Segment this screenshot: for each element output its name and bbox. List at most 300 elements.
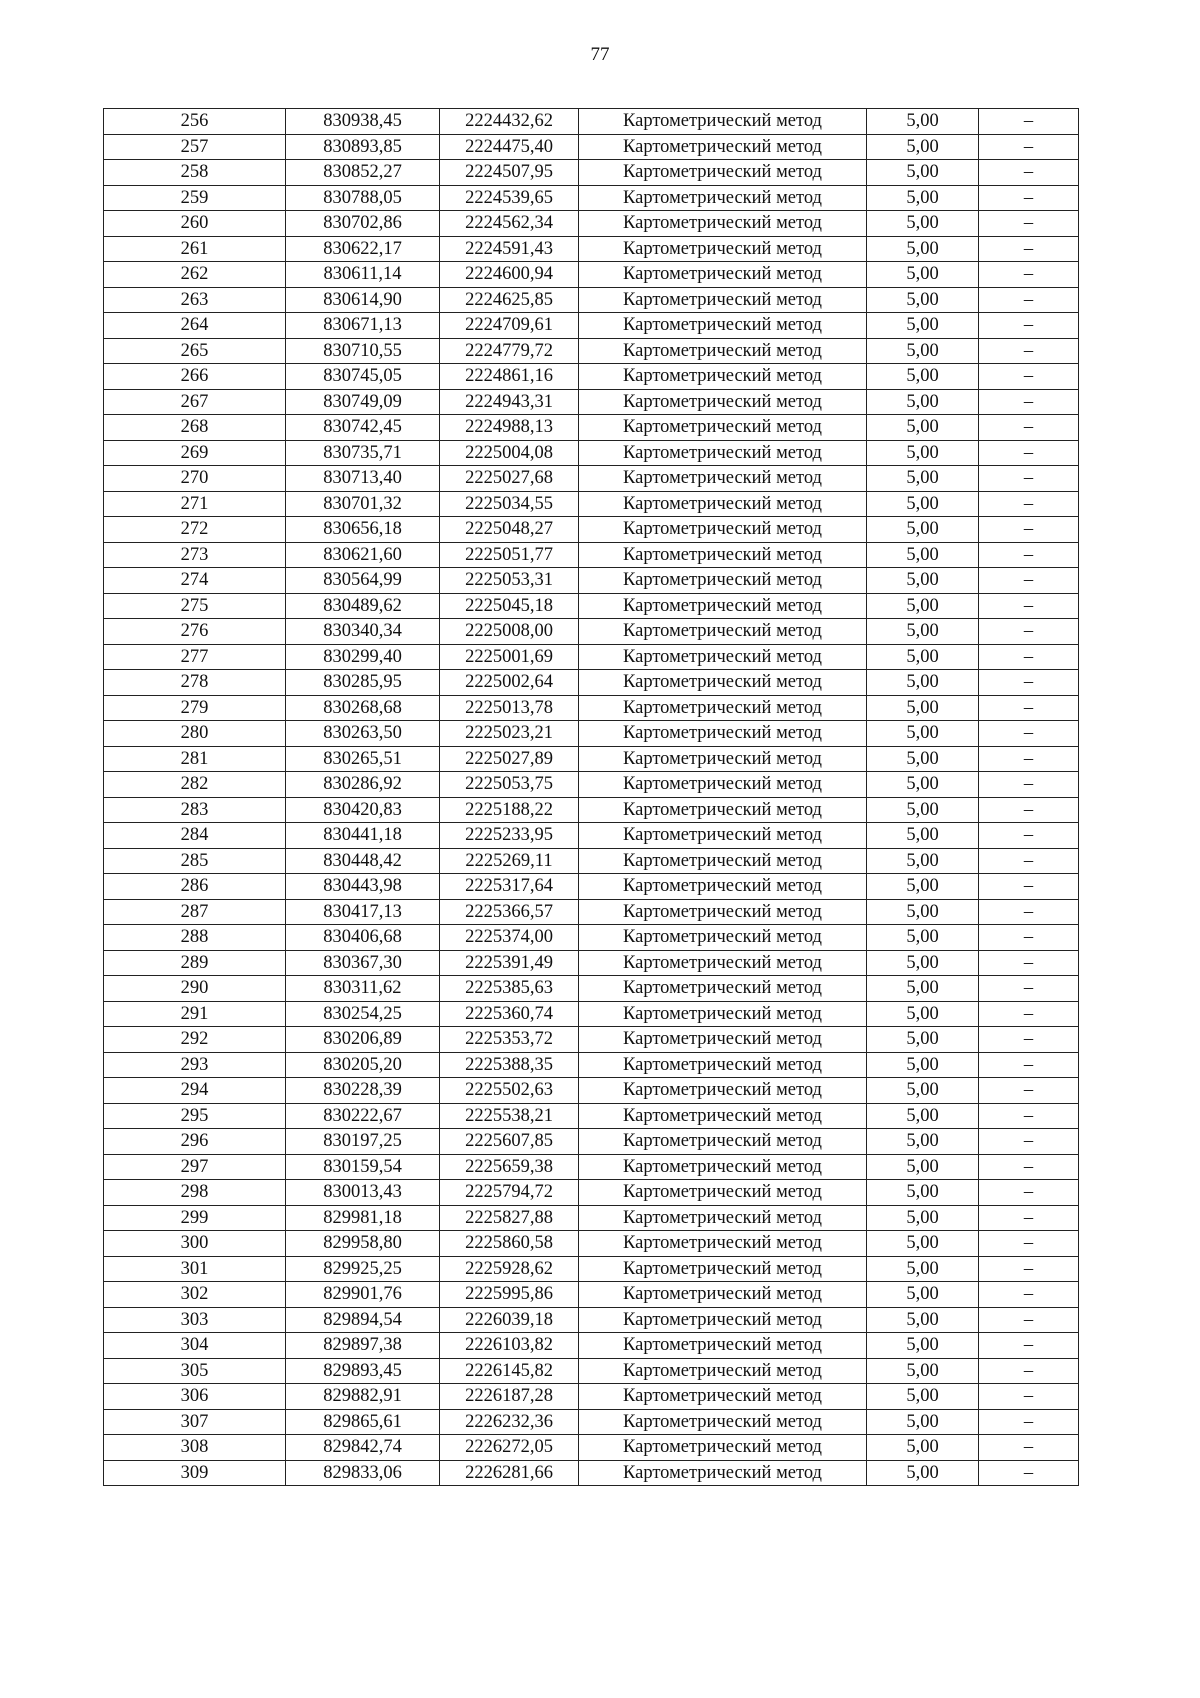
y-coordinate-cell: 2224562,34 bbox=[440, 211, 579, 237]
note-cell: – bbox=[979, 1129, 1079, 1155]
x-coordinate-cell: 830367,30 bbox=[286, 950, 440, 976]
y-coordinate-cell: 2225607,85 bbox=[440, 1129, 579, 1155]
note-cell: – bbox=[979, 746, 1079, 772]
y-coordinate-cell: 2225004,08 bbox=[440, 440, 579, 466]
table-row bbox=[104, 899, 1079, 925]
method-cell: Картометрический метод bbox=[579, 364, 867, 390]
y-coordinate-cell: 2225027,89 bbox=[440, 746, 579, 772]
note-cell: – bbox=[979, 899, 1079, 925]
y-coordinate-cell: 2224507,95 bbox=[440, 160, 579, 186]
accuracy-cell: 5,00 bbox=[867, 338, 979, 364]
note-cell: – bbox=[979, 950, 1079, 976]
x-coordinate-cell: 830205,20 bbox=[286, 1052, 440, 1078]
accuracy-cell: 5,00 bbox=[867, 1129, 979, 1155]
note-cell: – bbox=[979, 1409, 1079, 1435]
x-coordinate-cell: 830013,43 bbox=[286, 1180, 440, 1206]
accuracy-cell: 5,00 bbox=[867, 1052, 979, 1078]
table-row bbox=[104, 1307, 1079, 1333]
accuracy-cell: 5,00 bbox=[867, 1384, 979, 1410]
table-row bbox=[104, 262, 1079, 288]
table-row bbox=[104, 1180, 1079, 1206]
accuracy-cell: 5,00 bbox=[867, 1231, 979, 1257]
accuracy-cell: 5,00 bbox=[867, 619, 979, 645]
point-number-cell: 295 bbox=[104, 1103, 286, 1129]
note-cell: – bbox=[979, 1282, 1079, 1308]
x-coordinate-cell: 830702,86 bbox=[286, 211, 440, 237]
point-number-cell: 276 bbox=[104, 619, 286, 645]
x-coordinate-cell: 830286,92 bbox=[286, 772, 440, 798]
table-row bbox=[104, 517, 1079, 543]
y-coordinate-cell: 2225317,64 bbox=[440, 874, 579, 900]
y-coordinate-cell: 2225827,88 bbox=[440, 1205, 579, 1231]
y-coordinate-cell: 2225053,75 bbox=[440, 772, 579, 798]
x-coordinate-cell: 830621,60 bbox=[286, 542, 440, 568]
y-coordinate-cell: 2225027,68 bbox=[440, 466, 579, 492]
note-cell: – bbox=[979, 185, 1079, 211]
point-number-cell: 309 bbox=[104, 1460, 286, 1486]
note-cell: – bbox=[979, 823, 1079, 849]
note-cell: – bbox=[979, 313, 1079, 339]
method-cell: Картометрический метод bbox=[579, 772, 867, 798]
y-coordinate-cell: 2225045,18 bbox=[440, 593, 579, 619]
method-cell: Картометрический метод bbox=[579, 593, 867, 619]
note-cell: – bbox=[979, 797, 1079, 823]
table-row bbox=[104, 185, 1079, 211]
note-cell: – bbox=[979, 1078, 1079, 1104]
y-coordinate-cell: 2226232,36 bbox=[440, 1409, 579, 1435]
point-number-cell: 264 bbox=[104, 313, 286, 339]
accuracy-cell: 5,00 bbox=[867, 1460, 979, 1486]
accuracy-cell: 5,00 bbox=[867, 542, 979, 568]
accuracy-cell: 5,00 bbox=[867, 899, 979, 925]
note-cell: – bbox=[979, 1205, 1079, 1231]
x-coordinate-cell: 830441,18 bbox=[286, 823, 440, 849]
table-row bbox=[104, 1052, 1079, 1078]
x-coordinate-cell: 829981,18 bbox=[286, 1205, 440, 1231]
y-coordinate-cell: 2226272,05 bbox=[440, 1435, 579, 1461]
note-cell: – bbox=[979, 415, 1079, 441]
point-number-cell: 267 bbox=[104, 389, 286, 415]
accuracy-cell: 5,00 bbox=[867, 440, 979, 466]
table-row bbox=[104, 619, 1079, 645]
y-coordinate-cell: 2224600,94 bbox=[440, 262, 579, 288]
method-cell: Картометрический метод bbox=[579, 236, 867, 262]
page-number: 77 bbox=[590, 44, 610, 65]
method-cell: Картометрический метод bbox=[579, 823, 867, 849]
x-coordinate-cell: 830228,39 bbox=[286, 1078, 440, 1104]
x-coordinate-cell: 829833,06 bbox=[286, 1460, 440, 1486]
point-number-cell: 278 bbox=[104, 670, 286, 696]
note-cell: – bbox=[979, 1384, 1079, 1410]
point-number-cell: 260 bbox=[104, 211, 286, 237]
note-cell: – bbox=[979, 874, 1079, 900]
accuracy-cell: 5,00 bbox=[867, 160, 979, 186]
x-coordinate-cell: 829894,54 bbox=[286, 1307, 440, 1333]
note-cell: – bbox=[979, 440, 1079, 466]
x-coordinate-cell: 830564,99 bbox=[286, 568, 440, 594]
accuracy-cell: 5,00 bbox=[867, 1180, 979, 1206]
table-row bbox=[104, 823, 1079, 849]
table-row bbox=[104, 1103, 1079, 1129]
point-number-cell: 282 bbox=[104, 772, 286, 798]
x-coordinate-cell: 830265,51 bbox=[286, 746, 440, 772]
accuracy-cell: 5,00 bbox=[867, 1078, 979, 1104]
y-coordinate-cell: 2225053,31 bbox=[440, 568, 579, 594]
note-cell: – bbox=[979, 236, 1079, 262]
accuracy-cell: 5,00 bbox=[867, 287, 979, 313]
method-cell: Картометрический метод bbox=[579, 262, 867, 288]
point-number-cell: 303 bbox=[104, 1307, 286, 1333]
point-number-cell: 307 bbox=[104, 1409, 286, 1435]
table-row bbox=[104, 721, 1079, 747]
method-cell: Картометрический метод bbox=[579, 746, 867, 772]
note-cell: – bbox=[979, 1103, 1079, 1129]
point-number-cell: 258 bbox=[104, 160, 286, 186]
y-coordinate-cell: 2224591,43 bbox=[440, 236, 579, 262]
point-number-cell: 272 bbox=[104, 517, 286, 543]
y-coordinate-cell: 2225928,62 bbox=[440, 1256, 579, 1282]
method-cell: Картометрический метод bbox=[579, 1435, 867, 1461]
y-coordinate-cell: 2225233,95 bbox=[440, 823, 579, 849]
point-number-cell: 304 bbox=[104, 1333, 286, 1359]
y-coordinate-cell: 2225188,22 bbox=[440, 797, 579, 823]
table-row bbox=[104, 1205, 1079, 1231]
accuracy-cell: 5,00 bbox=[867, 364, 979, 390]
note-cell: – bbox=[979, 1180, 1079, 1206]
method-cell: Картометрический метод bbox=[579, 1231, 867, 1257]
y-coordinate-cell: 2225048,27 bbox=[440, 517, 579, 543]
note-cell: – bbox=[979, 1154, 1079, 1180]
y-coordinate-cell: 2225002,64 bbox=[440, 670, 579, 696]
accuracy-cell: 5,00 bbox=[867, 644, 979, 670]
x-coordinate-cell: 830448,42 bbox=[286, 848, 440, 874]
note-cell: – bbox=[979, 644, 1079, 670]
method-cell: Картометрический метод bbox=[579, 389, 867, 415]
y-coordinate-cell: 2224539,65 bbox=[440, 185, 579, 211]
accuracy-cell: 5,00 bbox=[867, 976, 979, 1002]
method-cell: Картометрический метод bbox=[579, 313, 867, 339]
accuracy-cell: 5,00 bbox=[867, 1333, 979, 1359]
y-coordinate-cell: 2225013,78 bbox=[440, 695, 579, 721]
point-number-cell: 286 bbox=[104, 874, 286, 900]
method-cell: Картометрический метод bbox=[579, 109, 867, 135]
x-coordinate-cell: 830788,05 bbox=[286, 185, 440, 211]
accuracy-cell: 5,00 bbox=[867, 415, 979, 441]
note-cell: – bbox=[979, 287, 1079, 313]
point-number-cell: 257 bbox=[104, 134, 286, 160]
point-number-cell: 288 bbox=[104, 925, 286, 951]
y-coordinate-cell: 2226145,82 bbox=[440, 1358, 579, 1384]
accuracy-cell: 5,00 bbox=[867, 670, 979, 696]
table-row bbox=[104, 440, 1079, 466]
note-cell: – bbox=[979, 695, 1079, 721]
accuracy-cell: 5,00 bbox=[867, 823, 979, 849]
method-cell: Картометрический метод bbox=[579, 1307, 867, 1333]
table-row bbox=[104, 364, 1079, 390]
table-row bbox=[104, 695, 1079, 721]
y-coordinate-cell: 2224943,31 bbox=[440, 389, 579, 415]
table-row bbox=[104, 160, 1079, 186]
x-coordinate-cell: 829901,76 bbox=[286, 1282, 440, 1308]
x-coordinate-cell: 830299,40 bbox=[286, 644, 440, 670]
accuracy-cell: 5,00 bbox=[867, 389, 979, 415]
accuracy-cell: 5,00 bbox=[867, 874, 979, 900]
x-coordinate-cell: 830285,95 bbox=[286, 670, 440, 696]
note-cell: – bbox=[979, 364, 1079, 390]
table-row bbox=[104, 797, 1079, 823]
y-coordinate-cell: 2225538,21 bbox=[440, 1103, 579, 1129]
x-coordinate-cell: 830622,17 bbox=[286, 236, 440, 262]
point-number-cell: 285 bbox=[104, 848, 286, 874]
x-coordinate-cell: 830406,68 bbox=[286, 925, 440, 951]
method-cell: Картометрический метод bbox=[579, 1180, 867, 1206]
accuracy-cell: 5,00 bbox=[867, 1027, 979, 1053]
point-number-cell: 271 bbox=[104, 491, 286, 517]
accuracy-cell: 5,00 bbox=[867, 568, 979, 594]
x-coordinate-cell: 829882,91 bbox=[286, 1384, 440, 1410]
x-coordinate-cell: 830443,98 bbox=[286, 874, 440, 900]
point-number-cell: 291 bbox=[104, 1001, 286, 1027]
y-coordinate-cell: 2224988,13 bbox=[440, 415, 579, 441]
x-coordinate-cell: 830852,27 bbox=[286, 160, 440, 186]
y-coordinate-cell: 2224709,61 bbox=[440, 313, 579, 339]
table-row bbox=[104, 976, 1079, 1002]
y-coordinate-cell: 2225860,58 bbox=[440, 1231, 579, 1257]
x-coordinate-cell: 830311,62 bbox=[286, 976, 440, 1002]
point-number-cell: 305 bbox=[104, 1358, 286, 1384]
table-row bbox=[104, 1409, 1079, 1435]
note-cell: – bbox=[979, 925, 1079, 951]
point-number-cell: 287 bbox=[104, 899, 286, 925]
table-row bbox=[104, 746, 1079, 772]
point-number-cell: 268 bbox=[104, 415, 286, 441]
note-cell: – bbox=[979, 466, 1079, 492]
method-cell: Картометрический метод bbox=[579, 491, 867, 517]
x-coordinate-cell: 829865,61 bbox=[286, 1409, 440, 1435]
x-coordinate-cell: 830671,13 bbox=[286, 313, 440, 339]
accuracy-cell: 5,00 bbox=[867, 925, 979, 951]
table-row bbox=[104, 338, 1079, 364]
y-coordinate-cell: 2225001,69 bbox=[440, 644, 579, 670]
method-cell: Картометрический метод bbox=[579, 568, 867, 594]
point-number-cell: 256 bbox=[104, 109, 286, 135]
accuracy-cell: 5,00 bbox=[867, 491, 979, 517]
point-number-cell: 297 bbox=[104, 1154, 286, 1180]
x-coordinate-cell: 830254,25 bbox=[286, 1001, 440, 1027]
x-coordinate-cell: 830742,45 bbox=[286, 415, 440, 441]
x-coordinate-cell: 829897,38 bbox=[286, 1333, 440, 1359]
x-coordinate-cell: 830745,05 bbox=[286, 364, 440, 390]
method-cell: Картометрический метод bbox=[579, 1103, 867, 1129]
table-row bbox=[104, 134, 1079, 160]
method-cell: Картометрический метод bbox=[579, 644, 867, 670]
point-number-cell: 302 bbox=[104, 1282, 286, 1308]
method-cell: Картометрический метод bbox=[579, 899, 867, 925]
table-row bbox=[104, 313, 1079, 339]
method-cell: Картометрический метод bbox=[579, 1027, 867, 1053]
x-coordinate-cell: 830713,40 bbox=[286, 466, 440, 492]
point-number-cell: 274 bbox=[104, 568, 286, 594]
note-cell: – bbox=[979, 134, 1079, 160]
method-cell: Картометрический метод bbox=[579, 874, 867, 900]
y-coordinate-cell: 2225502,63 bbox=[440, 1078, 579, 1104]
method-cell: Картометрический метод bbox=[579, 1078, 867, 1104]
point-number-cell: 269 bbox=[104, 440, 286, 466]
x-coordinate-cell: 830701,32 bbox=[286, 491, 440, 517]
point-number-cell: 299 bbox=[104, 1205, 286, 1231]
accuracy-cell: 5,00 bbox=[867, 1435, 979, 1461]
x-coordinate-cell: 830340,34 bbox=[286, 619, 440, 645]
accuracy-cell: 5,00 bbox=[867, 848, 979, 874]
point-number-cell: 300 bbox=[104, 1231, 286, 1257]
accuracy-cell: 5,00 bbox=[867, 262, 979, 288]
y-coordinate-cell: 2226281,66 bbox=[440, 1460, 579, 1486]
x-coordinate-cell: 829842,74 bbox=[286, 1435, 440, 1461]
x-coordinate-cell: 830893,85 bbox=[286, 134, 440, 160]
method-cell: Картометрический метод bbox=[579, 1333, 867, 1359]
method-cell: Картометрический метод bbox=[579, 287, 867, 313]
note-cell: – bbox=[979, 976, 1079, 1002]
table-row bbox=[104, 568, 1079, 594]
x-coordinate-cell: 830420,83 bbox=[286, 797, 440, 823]
x-coordinate-cell: 830206,89 bbox=[286, 1027, 440, 1053]
method-cell: Картометрический метод bbox=[579, 185, 867, 211]
method-cell: Картометрический метод bbox=[579, 695, 867, 721]
point-number-cell: 277 bbox=[104, 644, 286, 670]
y-coordinate-cell: 2224861,16 bbox=[440, 364, 579, 390]
y-coordinate-cell: 2225391,49 bbox=[440, 950, 579, 976]
method-cell: Картометрический метод bbox=[579, 1154, 867, 1180]
y-coordinate-cell: 2224475,40 bbox=[440, 134, 579, 160]
y-coordinate-cell: 2225385,63 bbox=[440, 976, 579, 1002]
method-cell: Картометрический метод bbox=[579, 721, 867, 747]
table-row bbox=[104, 772, 1079, 798]
table-row bbox=[104, 670, 1079, 696]
x-coordinate-cell: 830614,90 bbox=[286, 287, 440, 313]
accuracy-cell: 5,00 bbox=[867, 1409, 979, 1435]
y-coordinate-cell: 2225794,72 bbox=[440, 1180, 579, 1206]
note-cell: – bbox=[979, 772, 1079, 798]
method-cell: Картометрический метод bbox=[579, 797, 867, 823]
accuracy-cell: 5,00 bbox=[867, 1307, 979, 1333]
method-cell: Картометрический метод bbox=[579, 415, 867, 441]
x-coordinate-cell: 830489,62 bbox=[286, 593, 440, 619]
method-cell: Картометрический метод bbox=[579, 160, 867, 186]
y-coordinate-cell: 2225366,57 bbox=[440, 899, 579, 925]
y-coordinate-cell: 2225388,35 bbox=[440, 1052, 579, 1078]
table-row bbox=[104, 1001, 1079, 1027]
point-number-cell: 301 bbox=[104, 1256, 286, 1282]
table-row bbox=[104, 1256, 1079, 1282]
table-row bbox=[104, 644, 1079, 670]
y-coordinate-cell: 2226039,18 bbox=[440, 1307, 579, 1333]
note-cell: – bbox=[979, 1435, 1079, 1461]
note-cell: – bbox=[979, 721, 1079, 747]
accuracy-cell: 5,00 bbox=[867, 134, 979, 160]
method-cell: Картометрический метод bbox=[579, 134, 867, 160]
table-row bbox=[104, 236, 1079, 262]
x-coordinate-cell: 830749,09 bbox=[286, 389, 440, 415]
table-row bbox=[104, 848, 1079, 874]
point-number-cell: 261 bbox=[104, 236, 286, 262]
table-row bbox=[104, 491, 1079, 517]
accuracy-cell: 5,00 bbox=[867, 236, 979, 262]
table-row bbox=[104, 1078, 1079, 1104]
point-number-cell: 308 bbox=[104, 1435, 286, 1461]
y-coordinate-cell: 2225034,55 bbox=[440, 491, 579, 517]
method-cell: Картометрический метод bbox=[579, 1460, 867, 1486]
note-cell: – bbox=[979, 568, 1079, 594]
x-coordinate-cell: 830656,18 bbox=[286, 517, 440, 543]
accuracy-cell: 5,00 bbox=[867, 797, 979, 823]
point-number-cell: 306 bbox=[104, 1384, 286, 1410]
note-cell: – bbox=[979, 1231, 1079, 1257]
table-row bbox=[104, 1384, 1079, 1410]
method-cell: Картометрический метод bbox=[579, 466, 867, 492]
coordinates-table-body bbox=[104, 109, 1079, 1486]
point-number-cell: 296 bbox=[104, 1129, 286, 1155]
method-cell: Картометрический метод bbox=[579, 1052, 867, 1078]
point-number-cell: 292 bbox=[104, 1027, 286, 1053]
point-number-cell: 294 bbox=[104, 1078, 286, 1104]
method-cell: Картометрический метод bbox=[579, 1001, 867, 1027]
y-coordinate-cell: 2225269,11 bbox=[440, 848, 579, 874]
table-row bbox=[104, 874, 1079, 900]
note-cell: – bbox=[979, 542, 1079, 568]
y-coordinate-cell: 2225360,74 bbox=[440, 1001, 579, 1027]
table-row bbox=[104, 109, 1079, 135]
y-coordinate-cell: 2225374,00 bbox=[440, 925, 579, 951]
accuracy-cell: 5,00 bbox=[867, 1256, 979, 1282]
method-cell: Картометрический метод bbox=[579, 1256, 867, 1282]
point-number-cell: 293 bbox=[104, 1052, 286, 1078]
table-row bbox=[104, 415, 1079, 441]
accuracy-cell: 5,00 bbox=[867, 109, 979, 135]
table-row bbox=[104, 1333, 1079, 1359]
accuracy-cell: 5,00 bbox=[867, 593, 979, 619]
point-number-cell: 290 bbox=[104, 976, 286, 1002]
note-cell: – bbox=[979, 619, 1079, 645]
table-row bbox=[104, 542, 1079, 568]
point-number-cell: 273 bbox=[104, 542, 286, 568]
note-cell: – bbox=[979, 389, 1079, 415]
accuracy-cell: 5,00 bbox=[867, 466, 979, 492]
accuracy-cell: 5,00 bbox=[867, 211, 979, 237]
x-coordinate-cell: 829958,80 bbox=[286, 1231, 440, 1257]
table-row bbox=[104, 925, 1079, 951]
method-cell: Картометрический метод bbox=[579, 1384, 867, 1410]
point-number-cell: 279 bbox=[104, 695, 286, 721]
accuracy-cell: 5,00 bbox=[867, 1103, 979, 1129]
note-cell: – bbox=[979, 211, 1079, 237]
method-cell: Картометрический метод bbox=[579, 1358, 867, 1384]
method-cell: Картометрический метод bbox=[579, 1409, 867, 1435]
accuracy-cell: 5,00 bbox=[867, 695, 979, 721]
table-row bbox=[104, 1154, 1079, 1180]
method-cell: Картометрический метод bbox=[579, 517, 867, 543]
method-cell: Картометрический метод bbox=[579, 925, 867, 951]
note-cell: – bbox=[979, 160, 1079, 186]
method-cell: Картометрический метод bbox=[579, 619, 867, 645]
method-cell: Картометрический метод bbox=[579, 542, 867, 568]
note-cell: – bbox=[979, 109, 1079, 135]
x-coordinate-cell: 830735,71 bbox=[286, 440, 440, 466]
x-coordinate-cell: 830710,55 bbox=[286, 338, 440, 364]
note-cell: – bbox=[979, 593, 1079, 619]
method-cell: Картометрический метод bbox=[579, 338, 867, 364]
point-number-cell: 298 bbox=[104, 1180, 286, 1206]
method-cell: Картометрический метод bbox=[579, 670, 867, 696]
